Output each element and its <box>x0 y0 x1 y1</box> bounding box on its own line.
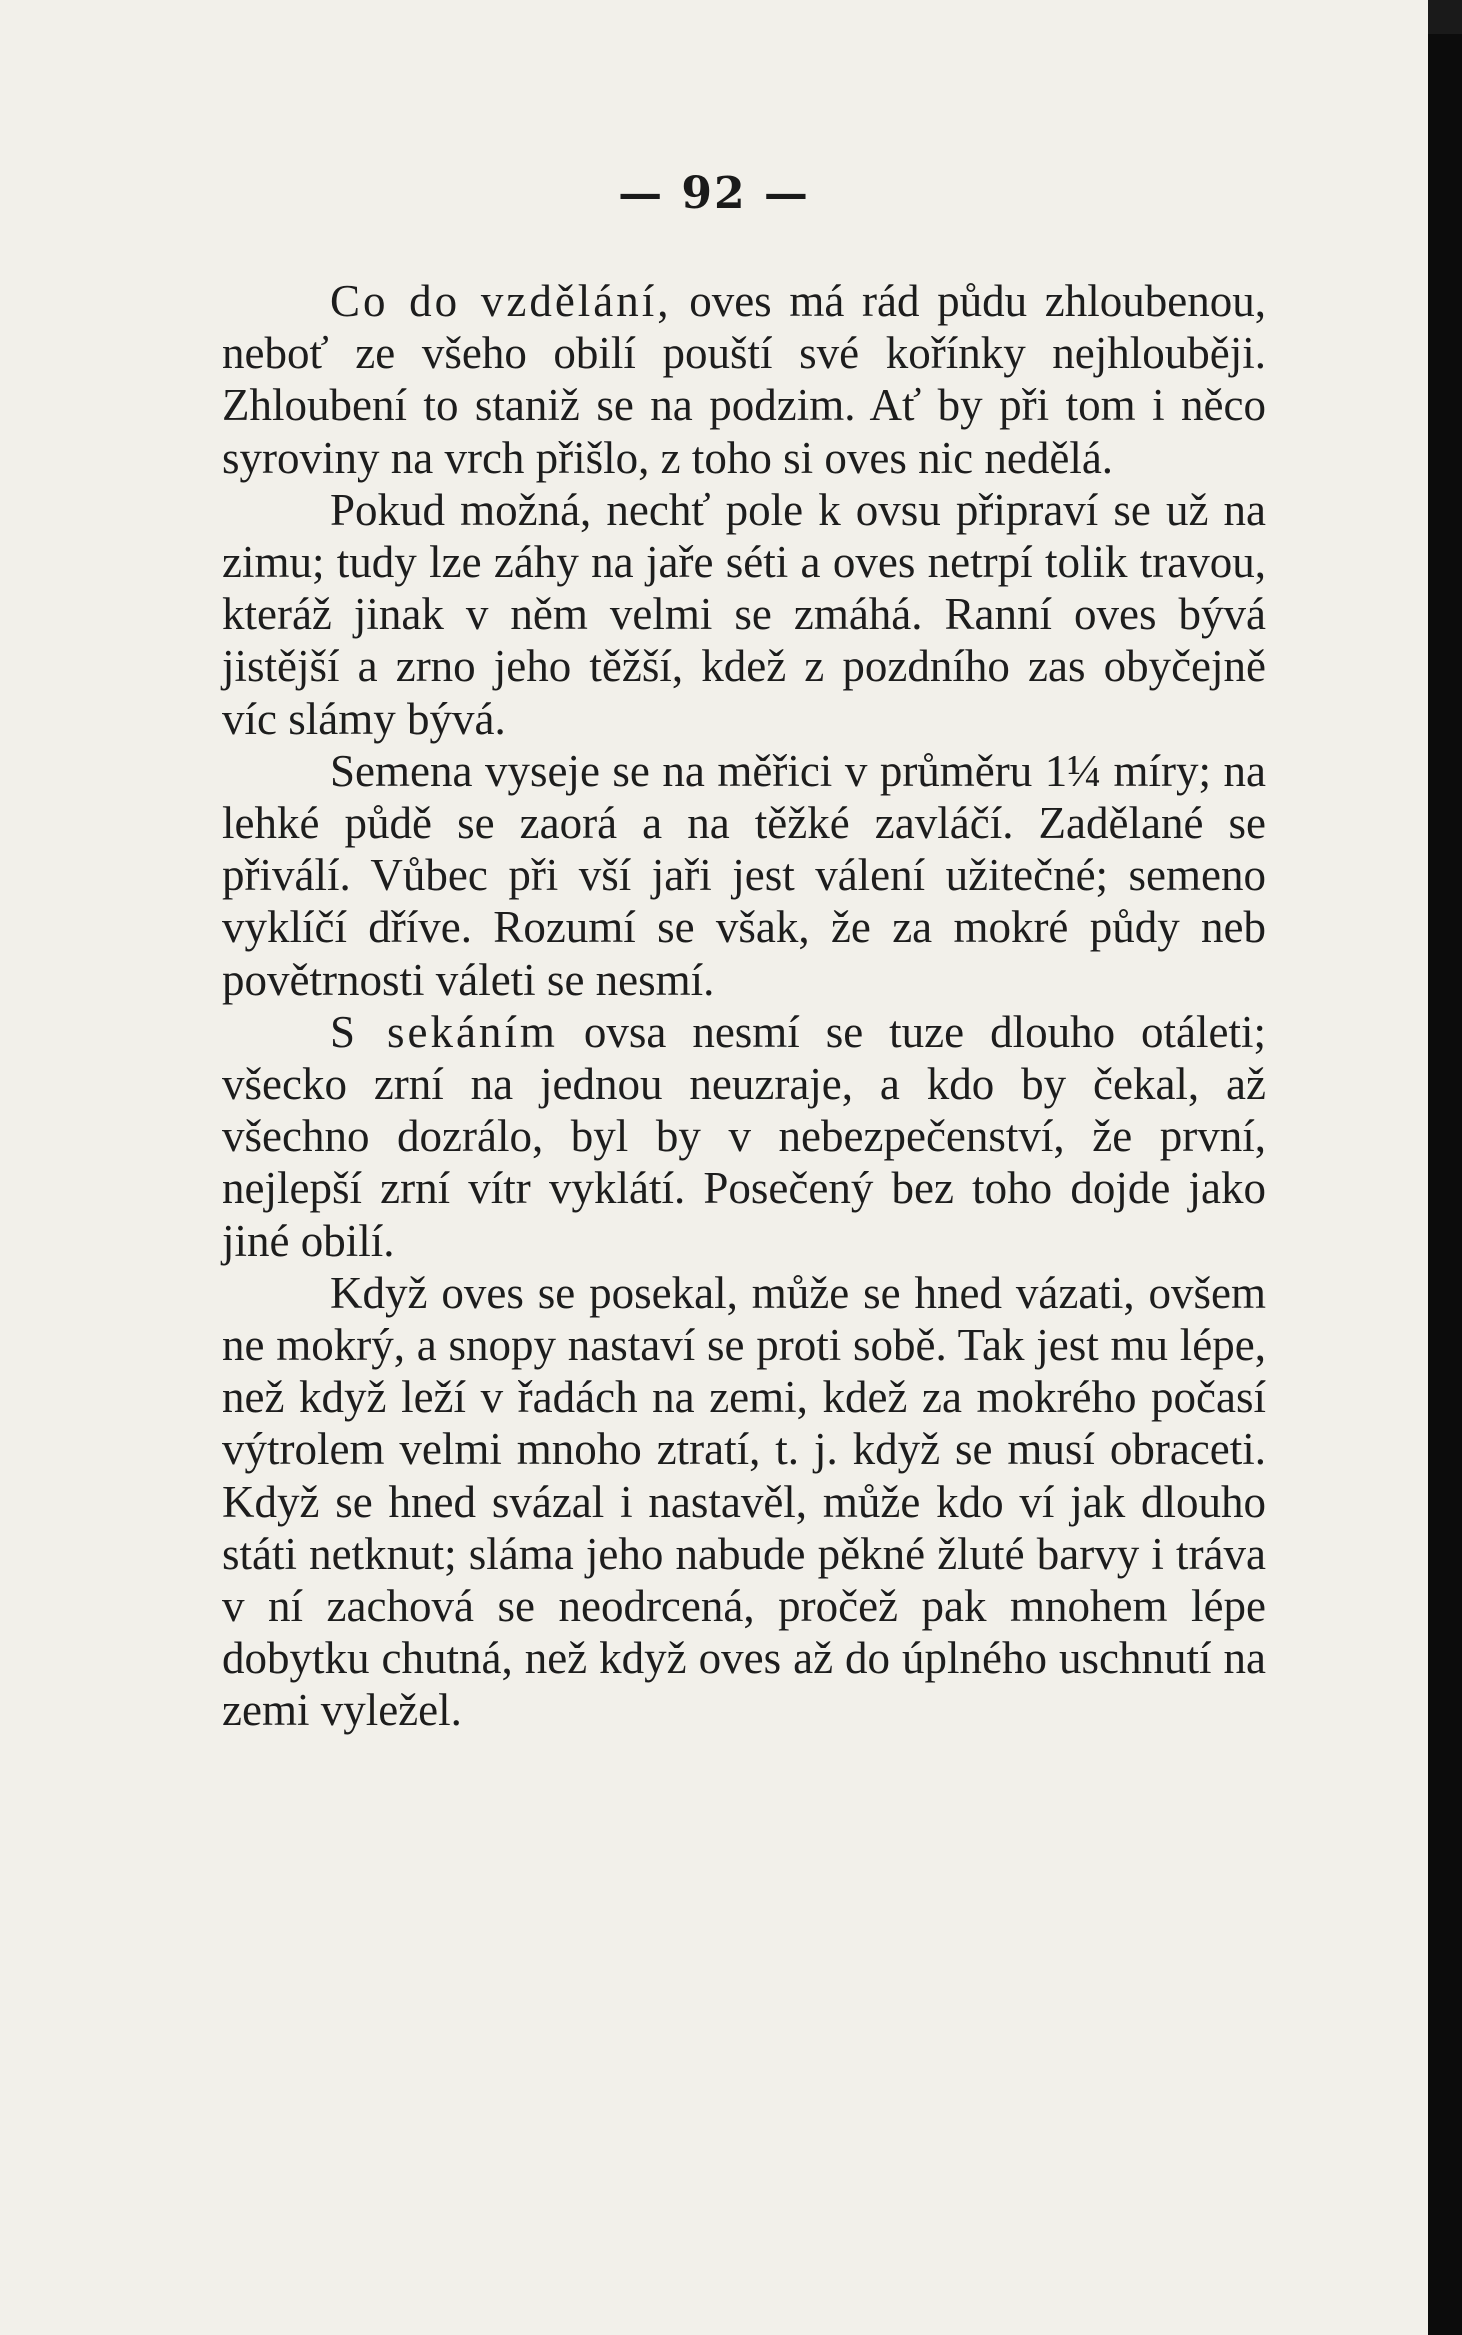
spaced-lead: S sekáním <box>330 1006 558 1057</box>
body-text <box>222 275 1266 1737</box>
scan-edge <box>1428 0 1462 2335</box>
paragraph-text: Semena vyseje se na měřici v průměru 1¼ míry; na lehké půdě se zaorá a na těžké zavláčí. Zadělané se přiválí. Vůbec při vší jaři jest válení užitečné; semeno vyklíčí dříve. Rozumí se však, že za mokré půdy neb povětrnosti váleti se nesmí. <box>222 745 1266 1005</box>
paragraph <box>222 484 1266 745</box>
paragraph-text: Když oves se posekal, může se hned vázati, ovšem ne mokrý, a snopy nastaví se proti sobě. Tak jest mu lépe, než když leží v řadách na zemi, kdež za mokrého počasí výtrolem velmi mnoho ztratí, t. j. když se musí obraceti. Když se hned svázal i nastavěl, může kdo ví jak dlouho státi netknut; sláma jeho nabude pěkné žluté barvy i tráva v ní zachová se neodrcená, pročež pak mnohem lépe dobytku chutná, než když oves až do úplného uschnutí na zemi vyležel. <box>222 1267 1266 1736</box>
spaced-lead: Co do vzdělání, <box>330 276 672 326</box>
paragraph-text: ovsa nesmí se tuze dlouho otáleti; všecko zrní na jednou neuzraje, a kdo by čekal, až všechno dozrálo, byl by v nebezpečenství, že první, nejlepší zrní vítr vyklátí. Posečený bez toho dojde jako jiné obilí. <box>222 1006 1266 1266</box>
paragraph <box>222 1267 1266 1737</box>
paragraph <box>222 745 1266 1006</box>
scan-corner-mark <box>1428 0 1462 34</box>
paragraph-text: oves má rád půdu zhloubenou, neboť ze všeho obilí pouští své kořínky nejhlouběji. Zhloubení to staniž se na podzim. Ať by při tom i něco syroviny na vrch přišlo, z toho si oves nic nedělá. <box>222 276 1266 483</box>
paragraph <box>222 275 1266 484</box>
page-number: — 92 — <box>618 168 810 219</box>
paragraph-text: Pokud možná, nechť pole k ovsu připraví se už na zimu; tudy lze záhy na jaře séti a oves netrpí tolik travou, kteráž jinak v něm velmi se zmáhá. Ranní oves bývá jistější a zrno jeho těžší, kdež z pozdního zas obyčejně víc slámy bývá. <box>222 484 1266 744</box>
paragraph <box>222 1006 1266 1267</box>
